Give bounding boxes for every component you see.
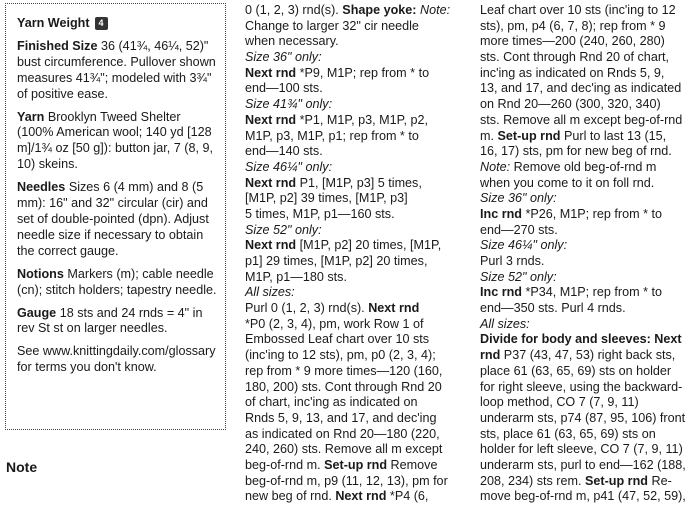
instruction-text: 5 times, M1P, p1—160 sts.: [245, 206, 395, 221]
instruction-text: p1] 29 times, [M1P, p2] 20 times,: [245, 254, 428, 268]
instruction-line: [245, 50, 468, 66]
instruction-line: [480, 34, 696, 50]
instruction-text: holder for left sleeve, CO 7 (7, 9, 11): [480, 442, 683, 457]
instruction-text: P37 (43, 47, 53) right back sts,: [500, 348, 676, 363]
instruction-line: [480, 332, 696, 348]
instruction-line: [245, 317, 468, 333]
instruction-text: Purl 0 (1, 2, 3) rnd(s).: [245, 301, 369, 316]
instruction-text: end—100 sts.: [245, 81, 323, 96]
instruction-text: rnd: [480, 348, 501, 363]
instruction-line: [245, 332, 468, 348]
instruction-line: [245, 207, 468, 223]
instruction-line: [245, 301, 468, 317]
instruction-line: [245, 19, 468, 35]
instruction-text: Note:: [420, 3, 451, 17]
instruction-text: 208, 234) sts rem.: [480, 473, 585, 488]
instruction-text: *P26, M1P; rep from * to: [521, 206, 662, 221]
instruction-line: [245, 3, 468, 19]
instruction-line: [480, 160, 696, 176]
instruction-text: end—350 sts. Purl 4 rnds.: [480, 301, 626, 316]
instruction-line: [480, 364, 696, 380]
instruction-text: *P9, M1P; rep from * to: [296, 65, 430, 80]
instruction-line: [245, 144, 468, 160]
materials-sidebar: [5, 3, 226, 430]
instruction-text: end—270 sts.: [480, 222, 558, 237]
instruction-text: of chart, inc'ing as indicated on: [245, 395, 418, 410]
instruction-text: place 61 (63, 65, 69) sts on holder: [480, 363, 672, 378]
instruction-text: new beg of rnd.: [245, 489, 336, 504]
instruction-line: [480, 113, 696, 129]
instruction-line: [245, 348, 468, 364]
instruction-text: Next rnd: [245, 175, 297, 190]
instruction-text: Re-: [647, 473, 672, 488]
instruction-text: Next rnd: [368, 301, 420, 316]
instruction-text: (inc'ing to 12 sts), pm, p0 (2, 3, 4);: [245, 348, 436, 363]
instruction-line: [245, 113, 468, 129]
instruction-line: [245, 81, 468, 97]
instruction-text: Purl to last 13 (15,: [560, 128, 667, 143]
instruction-text: 0 (1, 2, 3) rnd(s).: [245, 3, 343, 17]
instruction-line: [245, 97, 468, 113]
instruction-line: [245, 238, 468, 254]
instruction-text: on Rnd 20—260 (300, 320, 340): [480, 97, 661, 112]
instruction-text: as indicated on Rnd 20—180 (220,: [245, 426, 440, 441]
instruction-line: [480, 301, 696, 317]
instruction-text: [M1P, p2] 20 times, [M1P,: [296, 238, 442, 253]
instruction-line: [480, 238, 696, 254]
instruction-line: [480, 81, 696, 97]
instruction-text: m.: [480, 128, 498, 143]
instruction-text: end—140 sts.: [245, 144, 323, 159]
instruction-line: [480, 3, 696, 19]
instruction-text: Size 52" only:: [480, 269, 557, 284]
instruction-text: 16, 17) sts, pm for new beg of rnd.: [480, 144, 672, 159]
instruction-line: [480, 411, 696, 427]
instruction-line: [245, 191, 468, 207]
instruction-line: [480, 50, 696, 66]
instruction-line: [480, 285, 696, 301]
instruction-text: Size 46¼" only:: [245, 159, 333, 174]
instruction-text: 180, 200) sts. Cont through Rnd 20: [245, 379, 442, 394]
glossary-note: See www.knittingdaily.com/glossary for terms you don't know.: [17, 344, 216, 375]
instruction-text: underarm sts, purl to end—162 (188,: [480, 457, 686, 472]
instruction-line: [480, 144, 696, 160]
instruction-line: [245, 395, 468, 411]
instruction-text: Note:: [480, 159, 511, 174]
instruction-line: [480, 270, 696, 286]
gauge-text: 18 sts and 24 rnds = 4" in rev St st on larger needles.: [17, 305, 203, 336]
instruction-text: Remove old beg-of-rnd m: [510, 159, 657, 174]
yarn-label: Yarn: [17, 109, 45, 124]
note-heading: Note: [6, 459, 38, 475]
finished-size-text: 36 (41¾, 46¼, 52)" bust circumference. Pullover shown measures 41¾"; modeled with 3¾" of positive ease.: [17, 38, 216, 101]
instruction-text: Inc rnd: [480, 206, 522, 221]
instruction-line: [480, 254, 696, 270]
instruction-text: Set-up rnd: [585, 473, 648, 488]
instruction-line: [245, 129, 468, 145]
instruction-text: Size 52" only:: [245, 222, 322, 237]
instruction-text: Divide for body and sleeves: Next: [480, 332, 682, 347]
instruction-text: loop method, CO 7 (7, 9, 11): [480, 395, 639, 410]
instruction-line: [245, 270, 468, 286]
instruction-text: Size 46¼" only:: [480, 238, 568, 253]
instruction-text: *P34, M1P; rep from * to: [521, 285, 662, 300]
instruction-line: [480, 191, 696, 207]
instruction-text: sts, place 61 (63, 65, 69) sts on: [480, 426, 656, 441]
finished-size-label: Finished Size: [17, 38, 98, 53]
instruction-line: [245, 442, 468, 458]
instruction-text: Set-up rnd: [497, 128, 561, 143]
instruction-text: Rnds 5, 9, 13, and 17, and dec'ing: [245, 410, 437, 425]
instruction-line: [480, 380, 696, 396]
instruction-text: Remove: [387, 457, 438, 472]
notions-text: Markers (m); cable needle (cn); stitch holders; tapestry needle.: [17, 266, 217, 297]
instruction-text: Inc rnd: [480, 285, 522, 300]
instruction-line: [480, 207, 696, 223]
instruction-text: sts), pm, p4 (6, 7, 8); rep from * 9: [480, 18, 666, 33]
instruction-line: [480, 129, 696, 145]
instruction-line: [480, 19, 696, 35]
instruction-text: move beg-of-rnd m, p41 (47, 52, 59),: [480, 489, 686, 504]
instruction-line: [480, 395, 696, 411]
instruction-line: [245, 458, 468, 474]
instruction-line: [245, 66, 468, 82]
instruction-line: [245, 34, 468, 50]
instruction-line: [480, 97, 696, 113]
instruction-line: [480, 176, 696, 192]
instruction-text: Change to larger 32" cir needle: [245, 18, 419, 33]
instruction-line: [245, 474, 468, 490]
instruction-line: [245, 176, 468, 192]
instruction-text: Next rnd: [245, 65, 297, 80]
instruction-text: Embossed Leaf chart over 10 sts: [245, 332, 430, 347]
instruction-text: M1P, p3, M1P, p1; rep from * to: [245, 128, 419, 143]
instruction-text: Next rnd: [335, 489, 387, 504]
needles-text: Sizes 6 (4 mm) and 8 (5 mm): 16" and 32" circular (cir) and set of double-pointed (dpn). Adjust needle size if necessary to obtain the correct gauge.: [17, 180, 209, 258]
instruction-text: Size 36" only:: [245, 50, 322, 65]
instruction-line: [480, 317, 696, 333]
instruction-text: Shape yoke:: [342, 3, 417, 17]
yarn-weight-label: Yarn Weight: [17, 16, 90, 30]
instruction-text: *P0 (2, 3, 4), pm, work Row 1 of: [245, 316, 424, 331]
instruction-text: [M1P, p2] 39 times, [M1P, p3]: [245, 191, 408, 206]
instruction-text: Leaf chart over 10 sts (inc'ing to 12: [480, 3, 676, 17]
instruction-line: [480, 458, 696, 474]
instruction-text: inc'ing as indicated on Rnds 5, 9,: [480, 65, 665, 80]
instruction-text: rep from * 9 more times—120 (160,: [245, 363, 443, 378]
instruction-text: sts. Cont through Rnd 20 of chart,: [480, 50, 670, 65]
instructions-column-2: [480, 3, 696, 505]
instruction-line: [245, 285, 468, 301]
instruction-text: sts. Remove all m except beg-of-rnd: [480, 112, 683, 127]
instruction-text: *P1, M1P, p3, M1P, p2,: [296, 112, 428, 127]
instruction-line: [480, 442, 696, 458]
instruction-text: when you come to it on foll rnd.: [480, 175, 655, 190]
instruction-text: 240, 260) sts. Remove all m except: [245, 442, 443, 457]
instruction-text: Next rnd: [245, 238, 297, 253]
instruction-line: [480, 66, 696, 82]
instruction-line: [245, 380, 468, 396]
needles-label: Needles: [17, 180, 66, 195]
instruction-text: beg-of-rnd m.: [245, 457, 325, 472]
instruction-text: Size 36" only:: [480, 191, 557, 206]
instruction-text: All sizes:: [245, 285, 295, 300]
instruction-line: [480, 474, 696, 490]
instruction-text: underarm sts, p74 (87, 95, 106) front: [480, 410, 686, 425]
instruction-line: [480, 427, 696, 443]
yarn-weight-badge: 4: [95, 17, 108, 30]
instruction-text: 13, and 17, and dec'ing as indicated: [480, 81, 682, 96]
yarn-text: Brooklyn Tweed Shelter (100% American wool; 140 yd [128 m]/1¾ oz [50 g]): button jar, 7 (8, 9, 10) skeins.: [17, 109, 214, 172]
instruction-text: Set-up rnd: [324, 457, 388, 472]
notions-label: Notions: [17, 266, 64, 281]
instruction-text: for right sleeve, using the backward-: [480, 379, 683, 394]
instruction-text: M1P, p1—180 sts.: [245, 269, 347, 284]
instruction-text: when necessary.: [245, 34, 339, 49]
instruction-line: [245, 411, 468, 427]
instruction-line: [480, 489, 696, 505]
instruction-line: [245, 427, 468, 443]
instruction-line: [480, 348, 696, 364]
instruction-text: *P4 (6,: [386, 489, 429, 504]
instruction-text: Size 41¾" only:: [245, 97, 333, 112]
instruction-text: All sizes:: [480, 316, 530, 331]
instruction-line: [245, 489, 468, 505]
instruction-line: [245, 364, 468, 380]
instruction-text: more times—200 (240, 260, 280): [480, 34, 665, 49]
instructions-column-1: [245, 3, 468, 505]
instruction-line: [480, 223, 696, 239]
instruction-text: Next rnd: [245, 112, 297, 127]
instruction-text: P1, [M1P, p3] 5 times,: [296, 175, 422, 190]
instruction-line: [245, 223, 468, 239]
gauge-label: Gauge: [17, 305, 57, 320]
instruction-text: beg-of-rnd m, p9 (11, 12, 13), pm for: [245, 473, 448, 488]
instruction-line: [245, 160, 468, 176]
instruction-text: Purl 3 rnds.: [480, 254, 545, 268]
instruction-line: [245, 254, 468, 270]
